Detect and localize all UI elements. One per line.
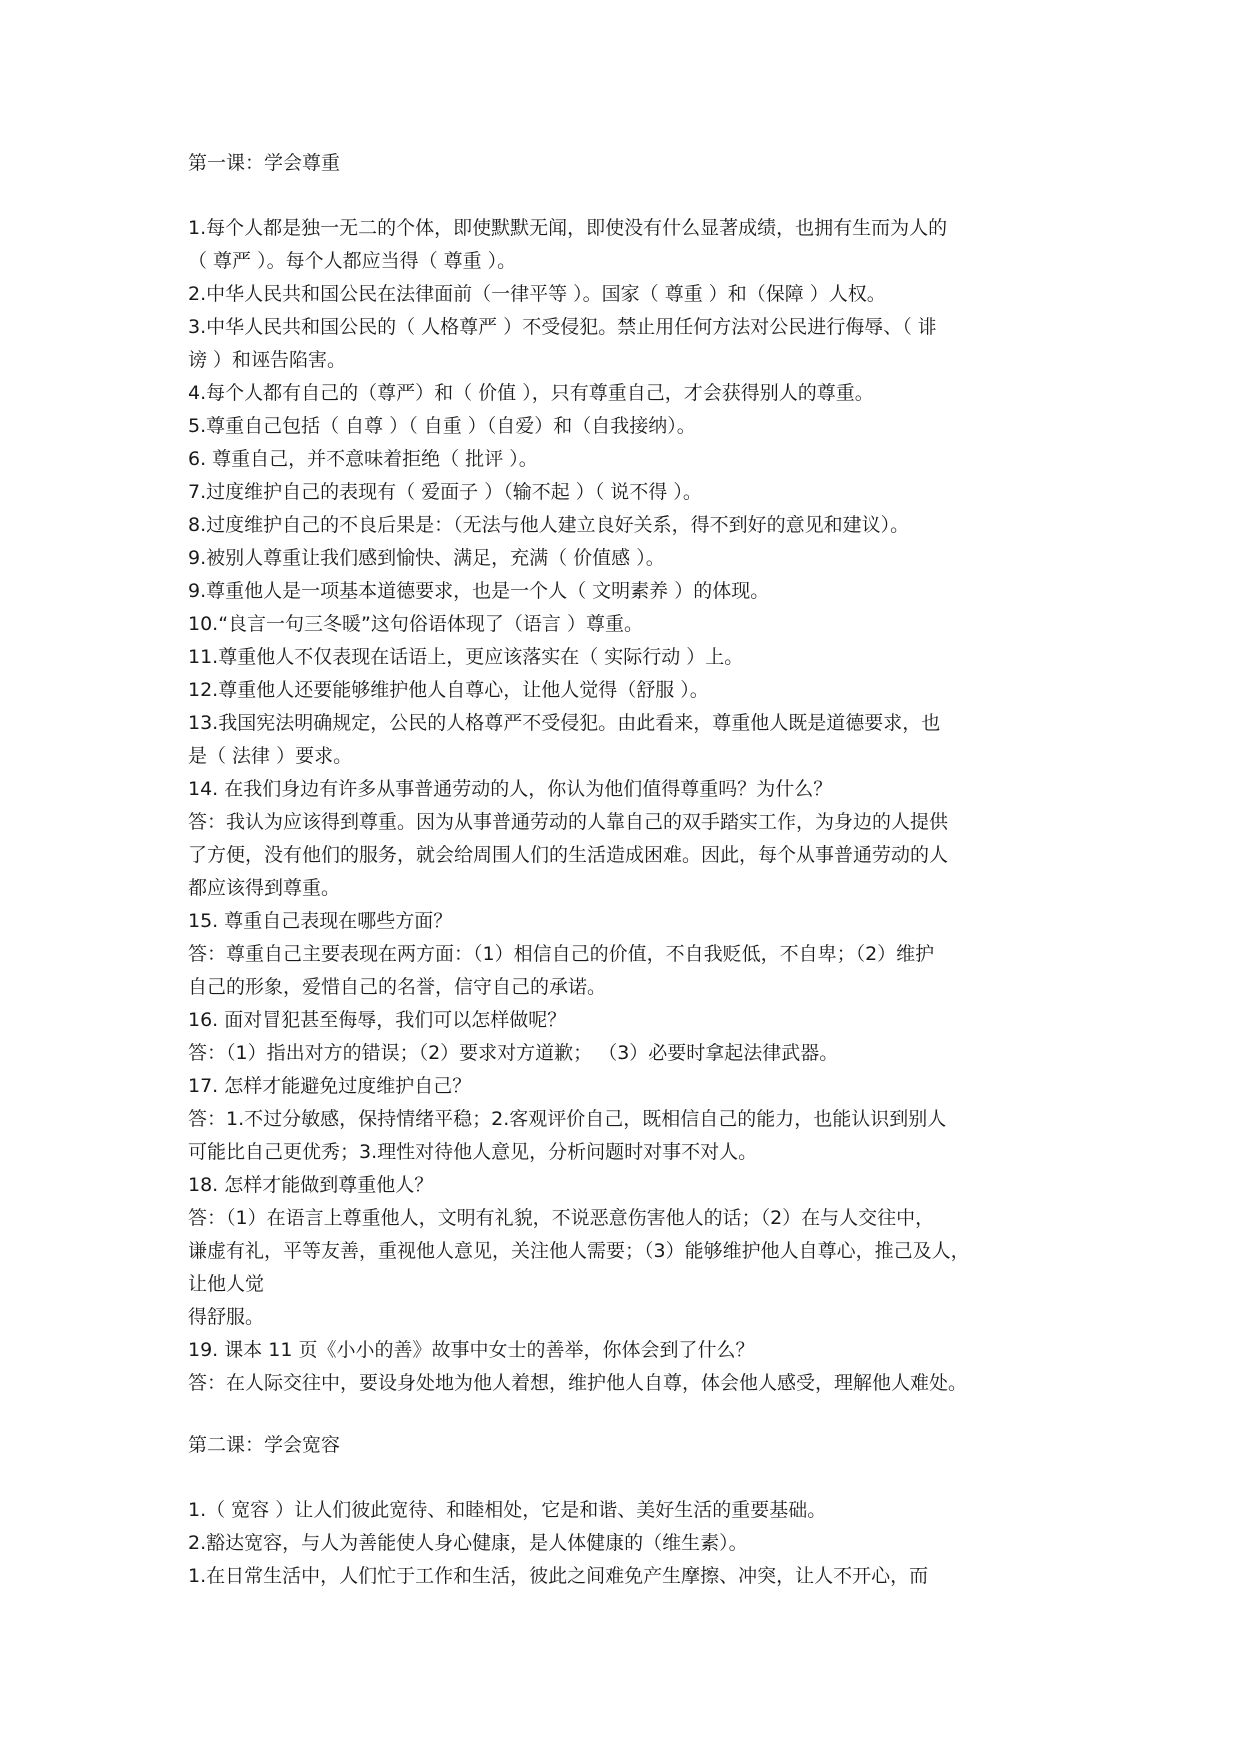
text-line: 18. 怎样才能做到尊重他人？ xyxy=(188,1174,434,1196)
text-line: 9.尊重他人是一项基本道德要求，也是一个人（ 文明素养 ）的体现。 xyxy=(188,580,770,602)
text-line: 2.豁达宽容，与人为善能使人身心健康，是人体健康的（维生素）。 xyxy=(188,1532,748,1554)
text-line: 5.尊重自己包括（ 自尊 ）（ 自重 ）（自爱）和（自我接纳）。 xyxy=(188,415,696,437)
text-line: 谦虚有礼，平等友善，重视他人意见，关注他人需要；（3）能够维护他人自尊心，推己及人， xyxy=(188,1240,970,1262)
text-line: 答：1.不过分敏感，保持情绪平稳；2.客观评价自己，既相信自己的能力，也能认识到别人 xyxy=(188,1108,947,1130)
text-line: 2.中华人民共和国公民在法律面前（一律平等 ）。国家（ 尊重 ）和（保障 ）人权。 xyxy=(188,283,886,305)
text-line: 是（ 法律 ）要求。 xyxy=(188,745,353,767)
section-1-body xyxy=(188,212,1060,1400)
text-line: 让他人觉 xyxy=(188,1273,265,1295)
text-line: 1.在日常生活中，人们忙于工作和生活，彼此之间难免产生摩擦、冲突，让人不开心，而 xyxy=(188,1565,929,1587)
text-line: 6. 尊重自己，并不意味着拒绝（ 批评 ）。 xyxy=(188,448,538,470)
text-line: 16. 面对冒犯甚至侮辱，我们可以怎样做呢？ xyxy=(188,1009,567,1031)
text-line: 19. 课本 11 页《小小的善》故事中女士的善举，你体会到了什么？ xyxy=(188,1339,755,1361)
text-line: 得舒服。 xyxy=(188,1306,265,1328)
text-line: 1.（ 宽容 ）让人们彼此宽待、和睦相处，它是和谐、美好生活的重要基础。 xyxy=(188,1499,827,1521)
text-line: 3.中华人民共和国公民的（ 人格尊严 ）不受侵犯。禁止用任何方法对公民进行侮辱、（ 诽 xyxy=(188,316,937,338)
text-line: 谤 ）和诬告陷害。 xyxy=(188,349,347,371)
text-line: 10.“良言一句三冬暖”这句俗语体现了（语言 ）尊重。 xyxy=(188,613,643,635)
section-1-title: 第一课：学会尊重 xyxy=(188,152,341,174)
text-line: 11.尊重他人不仅表现在话语上，更应该落实在（ 实际行动 ）上。 xyxy=(188,646,744,668)
text-line: 答：（1）指出对方的错误；（2）要求对方道歉； （3）必要时拿起法律武器。 xyxy=(188,1042,839,1064)
document-page xyxy=(188,0,1060,1593)
text-line: 8.过度维护自己的不良后果是：（无法与他人建立良好关系，得不到好的意见和建议）。 xyxy=(188,514,910,536)
text-line: 答：（1）在语言上尊重他人，文明有礼貌，不说恶意伤害他人的话；（2）在与人交往中， xyxy=(188,1207,935,1229)
text-line: （ 尊严 ）。每个人都应当得（ 尊重 ）。 xyxy=(188,250,517,272)
text-line: 13.我国宪法明确规定，公民的人格尊严不受侵犯。由此看来，尊重他人既是道德要求，也 xyxy=(188,712,941,734)
text-line: 4.每个人都有自己的（尊严）和（ 价值 ），只有尊重自己，才会获得别人的尊重。 xyxy=(188,382,874,404)
text-line: 9.被别人尊重让我们感到愉快、满足，充满（ 价值感 ）。 xyxy=(188,547,665,569)
text-line: 1.每个人都是独一无二的个体，即使默默无闻，即使没有什么显著成绩，也拥有生而为人的 xyxy=(188,217,948,239)
text-line: 了方便，没有他们的服务，就会给周围人们的生活造成困难。因此，每个从事普通劳动的人 xyxy=(188,844,949,866)
text-line: 答：我认为应该得到尊重。因为从事普通劳动的人靠自己的双手踏实工作，为身边的人提供 xyxy=(188,811,949,833)
text-line: 自己的形象，爱惜自己的名誉，信守自己的承诺。 xyxy=(188,976,607,998)
text-line: 答：在人际交往中，要设身处地为他人着想，维护他人自尊，体会他人感受，理解他人难处。 xyxy=(188,1372,968,1394)
section-2-body xyxy=(188,1494,1060,1593)
text-line: 7.过度维护自己的表现有（ 爱面子 ）（输不起 ）（ 说不得 ）。 xyxy=(188,481,702,503)
text-line: 可能比自己更优秀；3.理性对待他人意见，分析问题时对事不对人。 xyxy=(188,1141,758,1163)
text-line: 17. 怎样才能避免过度维护自己？ xyxy=(188,1075,472,1097)
text-line: 答：尊重自己主要表现在两方面：（1）相信自己的价值，不自我贬低，不自卑；（2）维护 xyxy=(188,943,935,965)
text-line: 14. 在我们身边有许多从事普通劳动的人，你认为他们值得尊重吗？为什么？ xyxy=(188,778,833,800)
text-line: 都应该得到尊重。 xyxy=(188,877,341,899)
text-line: 15. 尊重自己表现在哪些方面？ xyxy=(188,910,453,932)
section-2-title: 第二课：学会宽容 xyxy=(188,1434,341,1456)
text-line: 12.尊重他人还要能够维护他人自尊心，让他人觉得（舒服 ）。 xyxy=(188,679,709,701)
